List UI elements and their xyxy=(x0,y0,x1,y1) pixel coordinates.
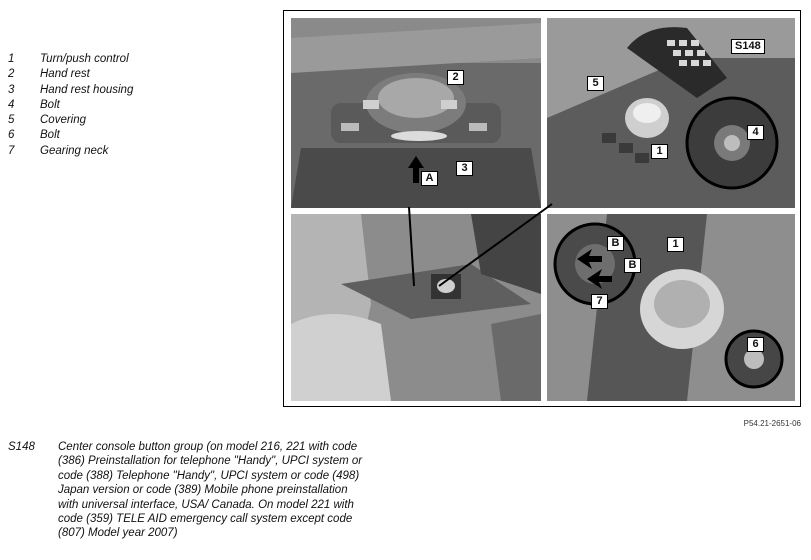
legend-label: Gearing neck xyxy=(40,144,109,157)
photo-gearing-neck xyxy=(547,214,795,401)
photo-hand-rest xyxy=(291,18,541,208)
legend-item xyxy=(8,52,278,67)
legend-item xyxy=(8,113,278,128)
callout-label: 1 xyxy=(667,237,684,252)
callout-label: B xyxy=(607,236,624,251)
legend-item xyxy=(8,67,278,82)
legend-item xyxy=(8,98,278,113)
legend-number: 1 xyxy=(8,53,15,65)
component-description xyxy=(8,440,363,541)
callout-label: 2 xyxy=(447,70,464,85)
legend-label: Hand rest housing xyxy=(40,83,134,96)
callout-label: S148 xyxy=(731,39,765,54)
callout-label: 3 xyxy=(456,161,473,176)
photo-interior-overview xyxy=(291,214,541,401)
legend-number: 6 xyxy=(8,129,15,142)
photo-console-buttons xyxy=(547,18,795,208)
legend-number: 2 xyxy=(8,68,15,81)
legend-label: Bolt xyxy=(40,129,60,142)
callout-label: 7 xyxy=(591,294,608,309)
legend-number: 5 xyxy=(8,114,15,127)
callout-label: 5 xyxy=(587,76,604,91)
legend-item xyxy=(8,144,278,159)
legend-number: 7 xyxy=(8,144,15,157)
callout-label: 4 xyxy=(747,125,764,140)
legend-number: 4 xyxy=(8,98,15,111)
legend-item xyxy=(8,83,278,98)
legend-item xyxy=(8,128,278,143)
legend-label: Bolt xyxy=(40,98,60,111)
legend-label: Turn/push control xyxy=(40,53,129,65)
callout-label: 1 xyxy=(651,144,668,159)
callout-label: A xyxy=(421,171,438,186)
figure-reference: P54.21-2651-06 xyxy=(743,419,801,428)
legend-list xyxy=(8,52,278,159)
legend-label: Covering xyxy=(40,114,87,127)
legend-number: 3 xyxy=(8,83,15,96)
component-code: S148 xyxy=(8,441,35,453)
callout-label: B xyxy=(624,258,641,273)
callout-label: 6 xyxy=(747,337,764,352)
figure-frame xyxy=(283,10,801,407)
component-description-text: Center console button group (on model 216, 221 with code (386) Preinstallation for telephone "Handy", UPCI system or code (388) Telephone "Handy", UPCI system or code (498) Japan version or code (389) Mobile phone preinstallation with universal interface, USA/ Canada. On model 221 with code (359) TELE AID emergency call system except code (807) Model year 2007) xyxy=(58,441,363,540)
legend-label: Hand rest xyxy=(40,68,90,81)
